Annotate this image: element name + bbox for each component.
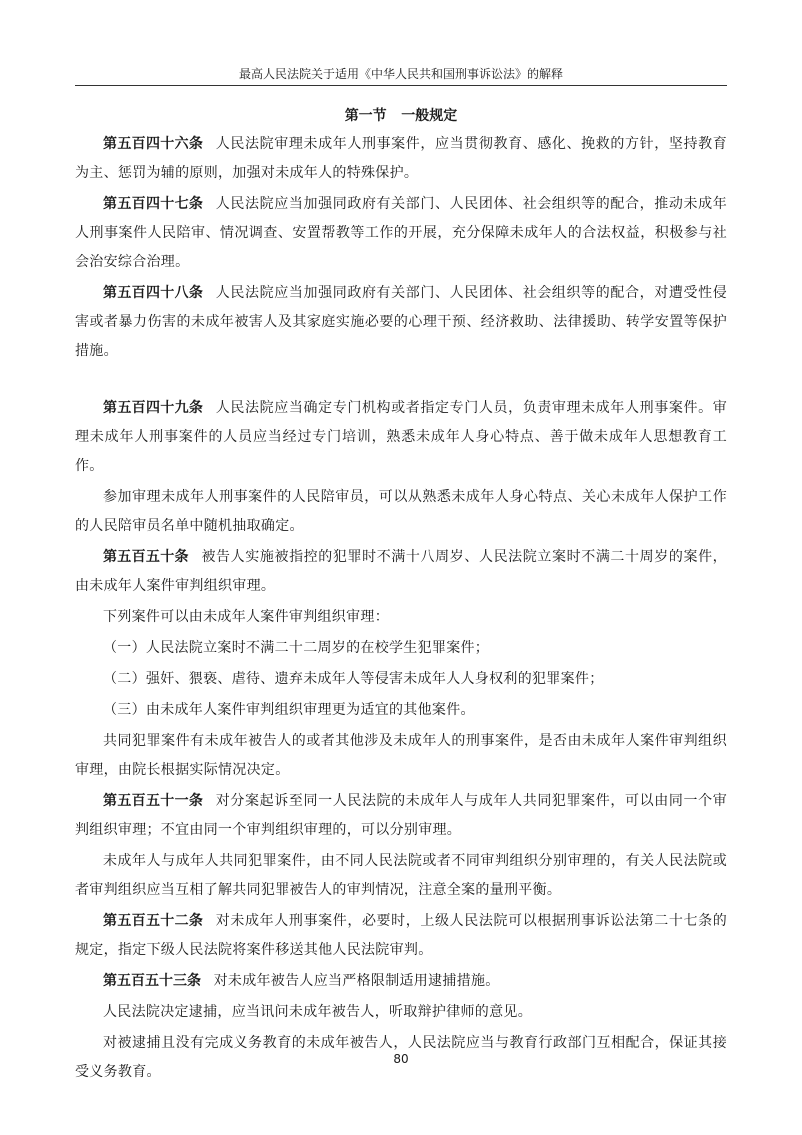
article-number: 第五百四十七条 [103,196,204,212]
paragraph-text: （三）由未成年人案件审判组织审理更为适宜的其他案件。 [103,702,475,718]
document-body [75,102,727,1089]
paragraph-text: 共同犯罪案件有未成年被告人的或者其他涉及未成年人的刑事案件，是否由未成年人案件审判组织审理，由院长根据实际情况决定。 [75,733,727,778]
list-item [75,634,727,663]
paragraph [75,130,727,188]
paragraph [75,967,727,996]
paragraph-text: 人民法院决定逮捕，应当讯问未成年被告人，听取辩护律师的意见。 [103,1004,532,1020]
paragraph-text: 参加审理未成年人刑事案件的人民陪审员，可以从熟悉未成年人身心特点、关心未成年人保护工作的人民陪审员名单中随机抽取确定。 [75,489,727,534]
paragraph-text: 未成年人与成年人共同犯罪案件，由不同人民法院或者不同审判组织分别审理的，有关人民法院或者审判组织应当互相了解共同犯罪被告人的审判情况，注意全案的量刑平衡。 [75,853,727,898]
article-number: 第五百五十一条 [103,793,204,809]
running-header: 最高人民法院关于适用《中华人民共和国刑事诉讼法》的解释 [238,67,563,81]
paragraph-text: 对未成年人刑事案件，必要时，上级人民法院可以根据刑事诉讼法第二十七条的规定，指定下级人民法院将案件移送其他人民法院审判。 [75,913,727,958]
paragraph-text: 人民法院应当加强同政府有关部门、人民团体、社会组织等的配合，对遭受性侵害或者暴力伤害的未成年被害人及其家庭实施必要的心理干预、经济救助、法律援助、转学安置等保护措施。 [75,285,727,359]
paragraph [75,907,727,965]
paragraph-text: 对未成年被告人应当严格限制适用逮捕措施。 [213,973,500,989]
paragraph [75,543,727,601]
paragraph [75,279,727,366]
paragraph [75,603,727,632]
paragraph [75,394,727,481]
article-number: 第五百四十八条 [103,285,204,301]
paragraph [75,483,727,541]
paragraph-text: 对分案起诉至同一人民法院的未成年人与成年人共同犯罪案件，可以由同一个审判组织审理；不宜由同一个审判组织审理的，可以分别审理。 [75,793,727,838]
article-number: 第五百五十三条 [103,973,201,989]
paragraph [75,787,727,845]
paragraph-text: （二）强奸、猥亵、虐待、遗弃未成年人等侵害未成年人人身权利的犯罪案件； [103,671,604,687]
paragraph-text: 人民法院应当加强同政府有关部门、人民团体、社会组织等的配合，推动未成年人刑事案件人民陪审、情况调查、安置帮教等工作的开展，充分保障未成年人的合法权益，积极参与社会治安综合治理。 [75,196,727,270]
paragraph [75,998,727,1027]
article-number: 第五百五十二条 [103,913,204,929]
paragraph-text: （一）人民法院立案时不满二十二周岁的在校学生犯罪案件； [103,640,490,656]
paragraph-text: 对被逮捕且没有完成义务教育的未成年被告人，人民法院应当与教育行政部门互相配合，保证其接受义务教育。 [75,1035,727,1080]
paragraph-text: 下列案件可以由未成年人案件审判组织审理： [103,609,389,625]
list-item [75,665,727,694]
paragraph [75,727,727,785]
paragraph-text: 被告人实施被指控的犯罪时不满十八周岁、人民法院立案时不满二十周岁的案件，由未成年人案件审判组织审理。 [75,549,727,594]
paragraph-text: 人民法院应当确定专门机构或者指定专门人员，负责审理未成年人刑事案件。审理未成年人刑事案件的人员应当经过专门培训，熟悉未成年人身心特点、善于做未成年人思想教育工作。 [75,400,727,474]
section-title: 第一节 一般规定 [344,108,458,124]
article-number: 第五百四十六条 [103,136,204,152]
header-rule [75,85,727,86]
paragraph [75,847,727,905]
paragraph-text: 人民法院审理未成年人刑事案件，应当贯彻教育、感化、挽救的方针，坚持教育为主、惩罚为辅的原则，加强对未成年人的特殊保护。 [75,136,727,181]
article-number: 第五百四十九条 [103,400,204,416]
article-number: 第五百五十条 [103,549,189,565]
list-item [75,696,727,725]
paragraph [75,190,727,277]
page-number: 80 [393,1052,409,1066]
